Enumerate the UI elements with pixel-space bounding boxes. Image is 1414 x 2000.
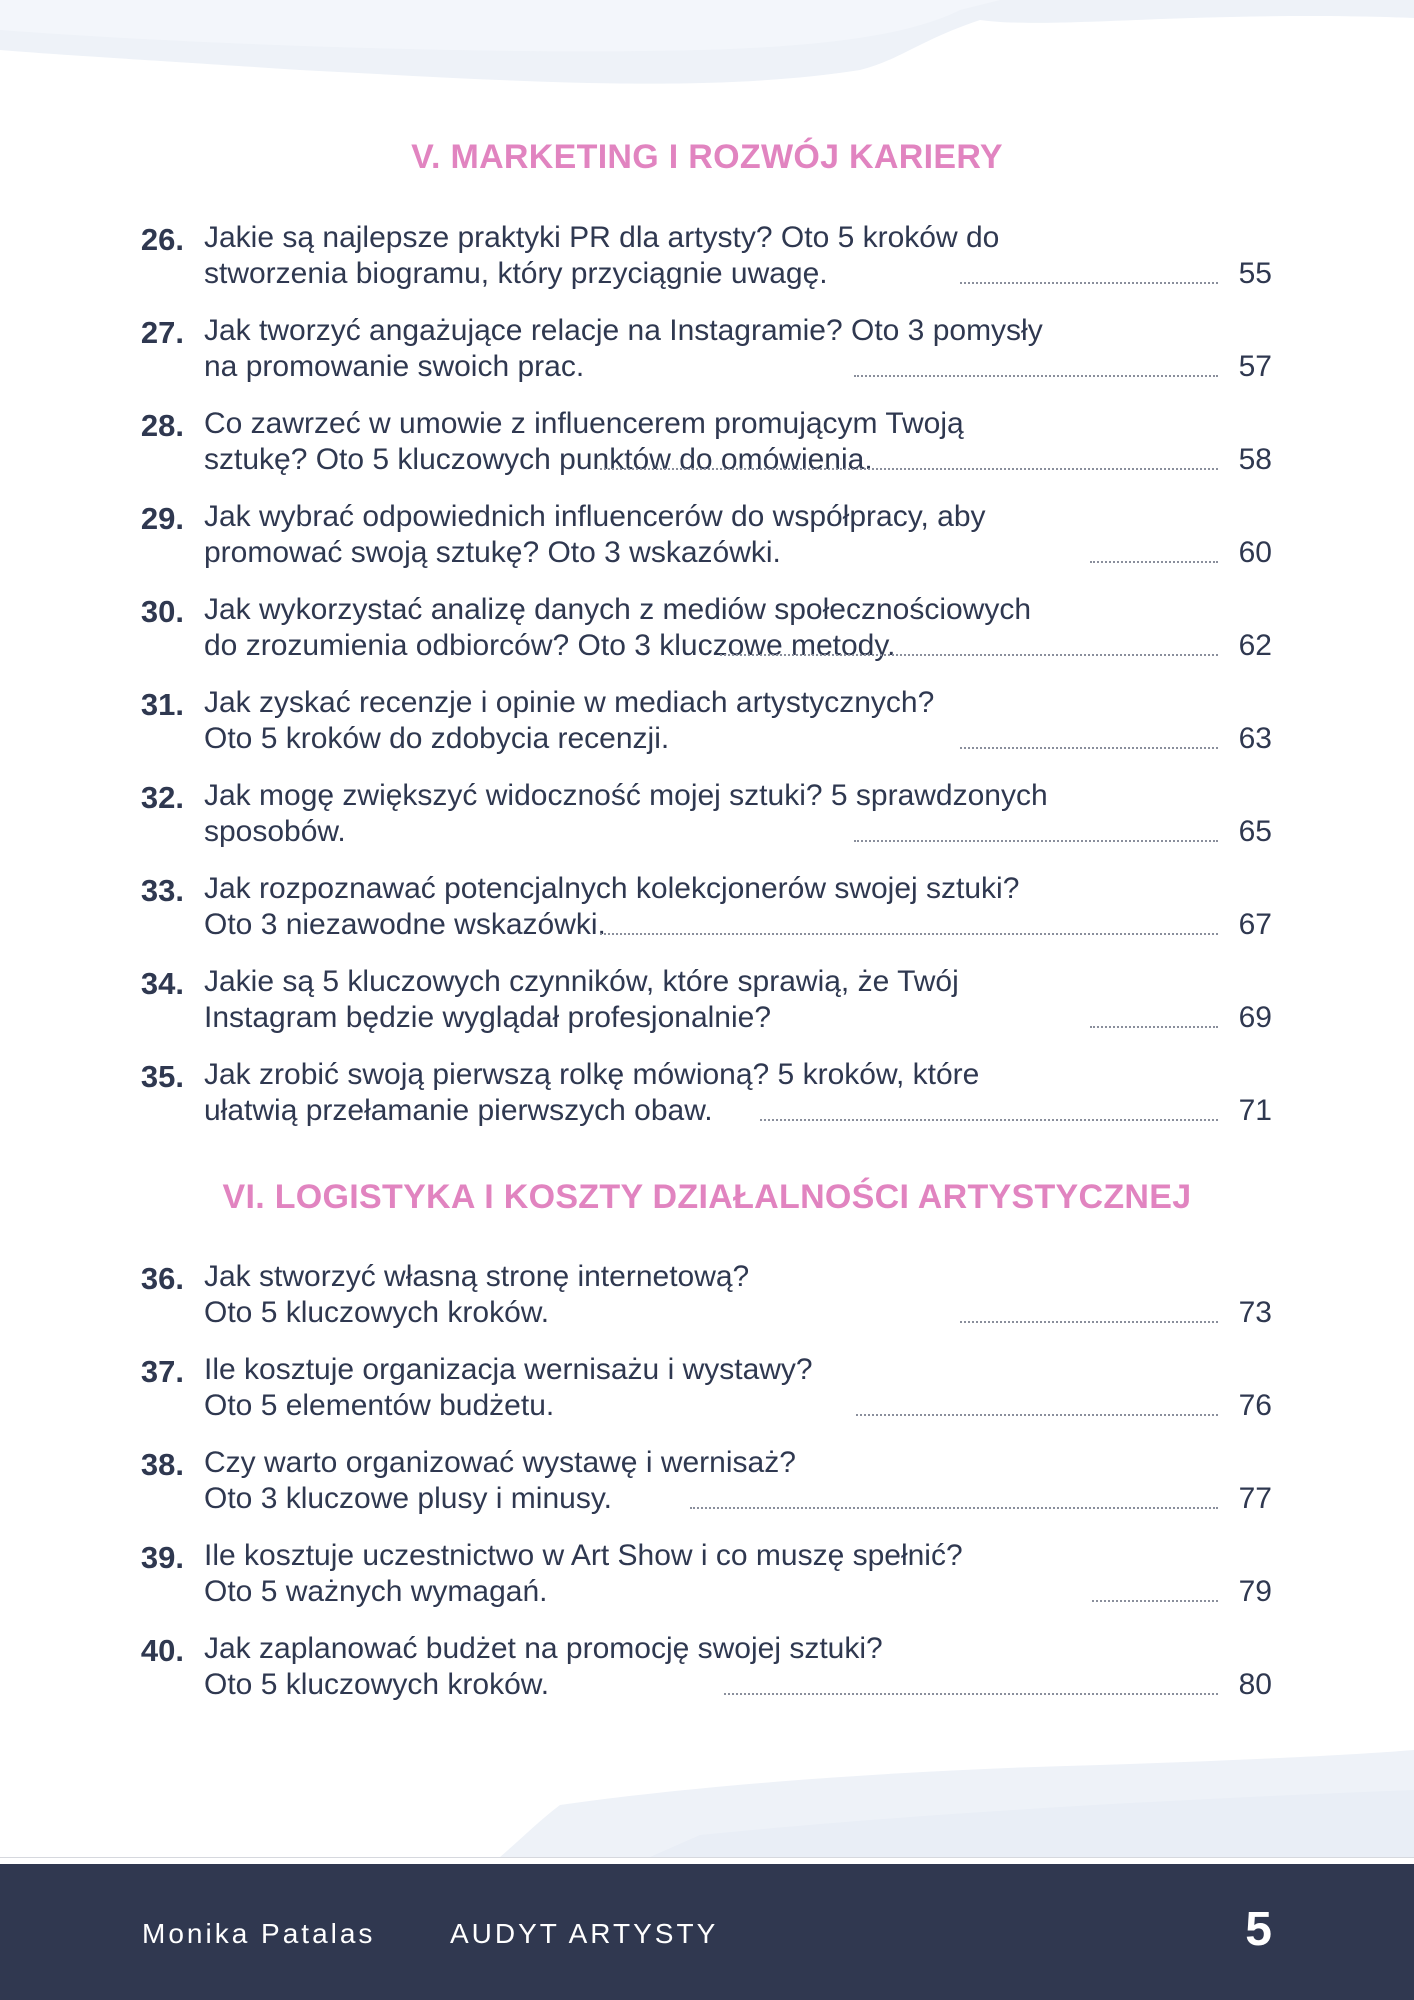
entry-title-cont: Oto 5 kluczowych kroków. [204,1668,550,1701]
toc-entry[interactable] [0,220,1414,313]
dot-leader [1090,1026,1218,1028]
entry-title: Jak wykorzystać analizę danych z mediów społecznościowych [204,593,1032,626]
entry-title: Jak zaplanować budżet na promocję swojej sztuki? [204,1632,883,1665]
entry-title-cont: Instagram będzie wyglądał profesjonalnie? [204,1001,772,1034]
dot-leader [1090,561,1218,563]
toc-entry[interactable] [0,406,1414,499]
entry-title: Jak zyskać recenzje i opinie w mediach artystycznych? [204,686,935,719]
dot-leader [856,1414,1218,1416]
entry-number: 37. [140,1354,184,1389]
entry-title-cont: Oto 3 kluczowe plusy i minusy. [204,1482,612,1515]
dot-leader [960,1321,1218,1323]
entry-title: Jak mogę zwiększyć widoczność mojej sztuki? 5 sprawdzonych [204,779,1048,812]
entry-number: 35. [140,1059,184,1094]
toc-entry[interactable] [0,313,1414,406]
entry-title-cont: Oto 5 kroków do zdobycia recenzji. [204,722,670,755]
entry-title: Jak rozpoznawać potencjalnych kolekcjonerów swojej sztuki? [204,872,1020,905]
entry-title: Jak tworzyć angażujące relacje na Instagramie? Oto 3 pomysły [204,314,1043,347]
entry-page: 76 [1238,1389,1272,1422]
entry-number: 32. [140,780,184,815]
entry-title-cont: stworzenia biogramu, który przyciągnie uwagę. [204,257,828,290]
toc-list-logistics [0,1259,1414,1724]
dot-leader [760,1119,1218,1121]
section-title-marketing: V. MARKETING I ROZWÓJ KARIERY [411,138,1003,176]
dot-leader [854,840,1218,842]
toc-entry[interactable] [0,1259,1414,1352]
entry-title: Jak stworzyć własną stronę internetową? [204,1260,750,1293]
entry-title-cont: na promowanie swoich prac. [204,350,585,383]
toc-entry[interactable] [0,1352,1414,1445]
entry-number: 38. [140,1447,184,1482]
entry-title-cont: Oto 5 ważnych wymagań. [204,1575,548,1608]
dot-leader [960,282,1218,284]
entry-page: 57 [1238,350,1272,383]
entry-page: 71 [1238,1094,1272,1127]
entry-page: 62 [1238,629,1272,662]
entry-title-cont: do zrozumienia odbiorców? Oto 3 kluczowe metody. [204,629,896,662]
entry-number: 28. [140,408,184,443]
entry-page: 77 [1238,1482,1272,1515]
dot-leader [854,375,1218,377]
entry-title: Jak zrobić swoją pierwszą rolkę mówioną? 5 kroków, które [204,1058,980,1091]
entry-page: 73 [1238,1296,1272,1329]
footer-divider [0,1857,1414,1858]
entry-number: 31. [140,687,184,722]
entry-title-cont: sztukę? Oto 5 kluczowych punktów do omówienia. [204,443,873,476]
brush-stroke-bottom [0,1745,1414,1865]
page-footer [0,1864,1414,2000]
footer-title: AUDYT ARTYSTY [450,1918,719,1949]
toc-entry[interactable] [0,964,1414,1057]
entry-title: Jakie są najlepsze praktyki PR dla artysty? Oto 5 kroków do [204,221,1000,254]
entry-page: 79 [1238,1575,1272,1608]
entry-page: 58 [1238,443,1272,476]
entry-number: 36. [140,1261,184,1296]
entry-number: 27. [140,315,184,350]
toc-list-marketing [0,220,1414,1150]
toc-entry[interactable] [0,685,1414,778]
entry-number: 39. [140,1540,184,1575]
dot-leader [720,654,1218,656]
entry-number: 40. [140,1633,184,1668]
entry-title: Ile kosztuje organizacja wernisażu i wystawy? [204,1353,813,1386]
entry-page: 63 [1238,722,1272,755]
entry-page: 55 [1238,257,1272,290]
toc-entry[interactable] [0,1445,1414,1538]
entry-title: Czy warto organizować wystawę i wernisaż? [204,1446,796,1479]
brush-stroke-top [0,0,1414,120]
toc-entry[interactable] [0,1057,1414,1150]
entry-number: 34. [140,966,184,1001]
entry-title: Co zawrzeć w umowie z influencerem promującym Twoją [204,407,964,440]
toc-entry[interactable] [0,1538,1414,1631]
toc-entry[interactable] [0,871,1414,964]
dot-leader [724,1693,1218,1695]
entry-title-cont: ułatwią przełamanie pierwszych obaw. [204,1094,713,1127]
footer-page-number: 5 [1245,1903,1272,1956]
entry-title: Ile kosztuje uczestnictwo w Art Show i co muszę spełnić? [204,1539,963,1572]
entry-number: 33. [140,873,184,908]
entry-number: 26. [140,222,184,257]
dot-leader [690,1507,1218,1509]
footer-author: Monika Patalas [142,1918,376,1949]
dot-leader [600,933,1218,935]
dot-leader [600,468,1218,470]
entry-page: 69 [1238,1001,1272,1034]
entry-page: 65 [1238,815,1272,848]
dot-leader [960,747,1218,749]
entry-title: Jak wybrać odpowiednich influencerów do współpracy, aby [204,500,986,533]
entry-page: 60 [1238,536,1272,569]
entry-number: 30. [140,594,184,629]
toc-entry[interactable] [0,592,1414,685]
toc-entry[interactable] [0,1631,1414,1724]
entry-number: 29. [140,501,184,536]
entry-title-cont: sposobów. [204,815,346,848]
toc-entry[interactable] [0,778,1414,871]
entry-page: 80 [1238,1668,1272,1701]
section-title-logistics: VI. LOGISTYKA I KOSZTY DZIAŁALNOŚCI ARTYSTYCZNEJ [222,1178,1192,1216]
entry-title: Jakie są 5 kluczowych czynników, które sprawią, że Twój [204,965,959,998]
entry-title-cont: promować swoją sztukę? Oto 3 wskazówki. [204,536,781,569]
dot-leader [1092,1600,1218,1602]
toc-entry[interactable] [0,499,1414,592]
entry-title-cont: Oto 5 kluczowych kroków. [204,1296,550,1329]
entry-title-cont: Oto 3 niezawodne wskazówki. [204,908,606,941]
entry-page: 67 [1238,908,1272,941]
entry-title-cont: Oto 5 elementów budżetu. [204,1389,555,1422]
